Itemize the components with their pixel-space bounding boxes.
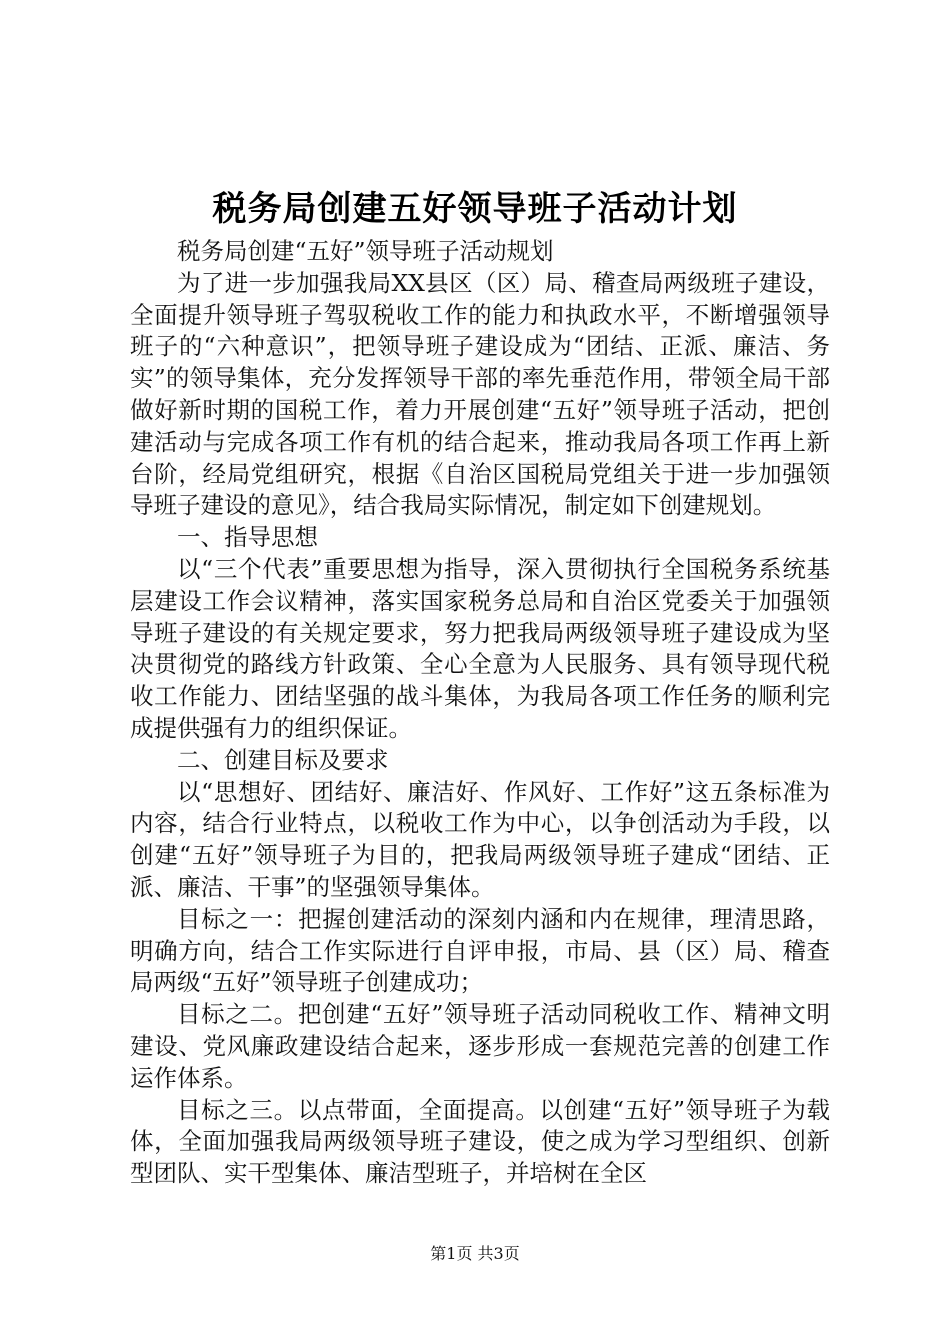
paragraph-goal-two: 目标之二。把创建“五好”领导班子活动同税收工作、精神文明建设、党风廉政建设结合起来，逐步形成一套规范完善的创建工作运作体系。 [130, 1000, 830, 1092]
document-body [130, 236, 830, 1190]
paragraph-subtitle: 税务局创建“五好”领导班子活动规划 [177, 237, 554, 265]
section-heading-goals: 二、创建目标及要求 [177, 745, 389, 774]
paragraph-intro: 为了进一步加强我局XX县区（区）局、稽查局两级班子建设，全面提升领导班子驾驭税收工作的能力和执政水平，不断增强领导班子的“六种意识”，把领导班子建设成为“团结、正派、廉洁、务实”的领导集体，充分发挥领导干部的率先垂范作用，带领全局干部做好新时期的国税工作，着力开展创建“五好”领导班子活动，把创建活动与完成各项工作有机的结合起来，推动我局各项工作再上新台阶，经局党组研究，根据《自治区国税局党组关于进一步加强领导班子建设的意见》，结合我局实际情况，制定如下创建规划。 [130, 268, 830, 520]
page-number-footer: 第1页 共3页 [430, 1244, 520, 1263]
paragraph-goal-one: 目标之一：把握创建活动的深刻内涵和内在规律，理清思路，明确方向，结合工作实际进行自评申报，市局、县（区）局、稽查局两级“五好”领导班子创建成功； [130, 904, 830, 997]
paragraph-guiding-thought: 以“三个代表”重要思想为指导，深入贯彻执行全国税务系统基层建设工作会议精神，落实国家税务总局和自治区党委关于加强领导班子建设的有关规定要求，努力把我局两级领导班子建设成为坚决贯彻党的路线方针政策、全心全意为人民服务、具有领导现代税收工作能力、团结坚强的战斗集体，为我局各项工作任务的顺利完成提供强有力的组织保证。 [130, 554, 830, 742]
document-title: 税务局创建五好领导班子活动计划 [212, 189, 738, 229]
paragraph-goal-three: 目标之三。以点带面，全面提高。以创建“五好”领导班子为载体，全面加强我局两级领导班子建设，使之成为学习型组织、创新型团队、实干型集体、廉洁型班子，并培树在全区 [130, 1095, 830, 1188]
paragraph-goals: 以“思想好、团结好、廉洁好、作风好、工作好”这五条标准为内容，结合行业特点，以税收工作为中心，以争创活动为手段，以创建“五好”领导班子为目的，把我局两级领导班子建成“团结、正派、廉洁、干事”的坚强领导集体。 [130, 777, 830, 901]
section-heading-guiding-thought: 一、指导思想 [177, 523, 318, 552]
